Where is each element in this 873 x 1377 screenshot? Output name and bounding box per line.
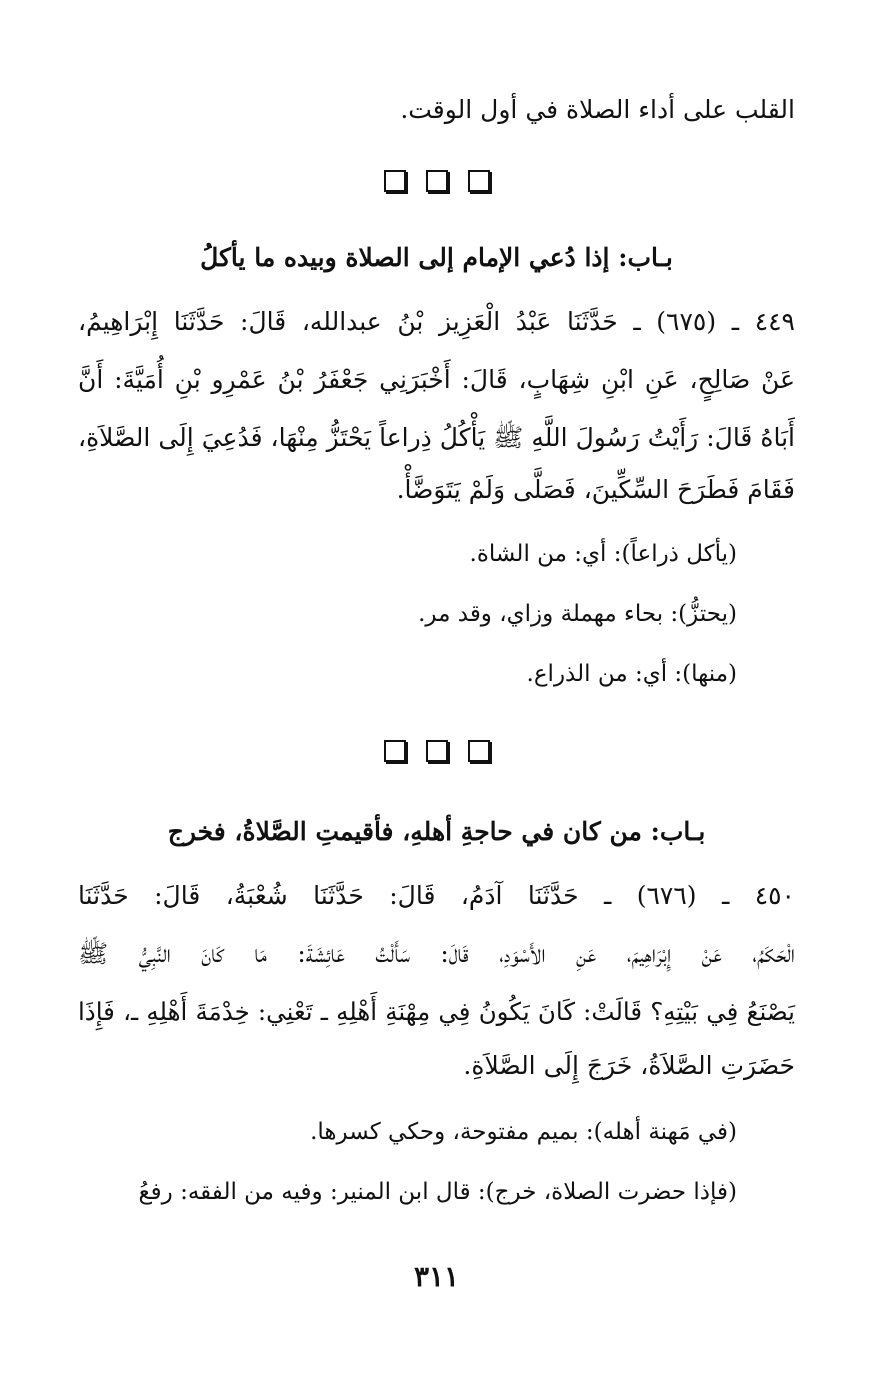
hadith-line: أَبَاهُ قَالَ: رَأَيْتُ رَسُولَ اللَّهِ ﷺ يَأْكُلُ ذِراعاً يَحْتَزُّ مِنْهَا، فَدُعِيَ إِلَى الصَّلاَةِ، xyxy=(78,423,795,452)
hadith-line: ٤٥٠ ـ (٦٧٦) ـ حَدَّثَنَا آدَمُ، قَالَ: حَدَّثَنَا شُعْبَةُ، قَالَ: حَدَّثَنَا xyxy=(78,881,795,910)
square-ornament-icon xyxy=(384,740,406,762)
square-ornament-icon xyxy=(468,170,490,192)
commentary-note: (في مَهنة أهله): بميم مفتوحة، وحكي كسرها. xyxy=(310,1119,737,1145)
hadith-line: فَقَامَ فَطَرَحَ السِّكِّينَ، فَصَلَّى وَلَمْ يَتَوَضَّأْ. xyxy=(396,475,795,504)
chapter-heading xyxy=(78,812,795,852)
square-ornament-icon xyxy=(426,740,448,762)
chapter-label: بـاب: xyxy=(618,243,673,272)
hadith-line: ٤٤٩ ـ (٦٧٥) ـ حَدَّثَنَا عَبْدُ الْعَزِيز بْنُ عبدالله، قَالَ: حَدَّثَنَا إِبْرَاهِيمُ، xyxy=(78,307,795,336)
chapter-label: بـاب: xyxy=(650,817,706,846)
continuation-text: القلب على أداء الصلاة في أول الوقت. xyxy=(400,95,795,124)
page-number: ٣١١ xyxy=(413,1260,460,1293)
commentary-note: (يحتزُّ): بحاء مهملة وزاي، وقد مر. xyxy=(418,601,737,627)
chapter-heading xyxy=(78,238,795,278)
square-ornament-icon xyxy=(426,170,448,192)
hadith-line: عَنْ صَالِحٍ، عَنِ ابْنِ شِهَابٍ، قَالَ: أَخْبَرَنِي جَعْفَرُ بْنُ عَمْرِو بْنِ أُمَيَّةَ: أَنَّ xyxy=(78,365,795,394)
chapter-title: إذا دُعي الإمام إلى الصلاة وبيده ما يأكلُ xyxy=(200,243,610,272)
square-ornament-icon xyxy=(468,740,490,762)
hadith-line: حَضَرَتِ الصَّلاَةُ، خَرَجَ إِلَى الصَّلاَةِ. xyxy=(463,1051,795,1080)
section-separator xyxy=(78,740,795,762)
hadith-line: الْحَكَمُ، عَنْ إِبْرَاهِيمَ، عَنِ الأَسْوَدِ، قَالَ: سَأَلْتُ عَائِشَةَ: مَا كَانَ النَّبِيُّ ﷺ xyxy=(78,939,795,968)
commentary-note: (فإذا حضرت الصلاة، خرج): قال ابن المنير: وفيه من الفقه: رفعُ xyxy=(138,1179,737,1205)
hadith-line: يَصْنَعُ فِي بَيْتِهِ؟ قَالَتْ: كَانَ يَكُونُ فِي مِهْنَةِ أَهْلِهِ ـ تَعْنِي: خِدْمَةَ أَهْلِهِ ـ، فَإِذَا xyxy=(78,997,795,1026)
section-separator xyxy=(78,170,795,192)
commentary-note: (يأكل ذراعاً): أي: من الشاة. xyxy=(469,541,737,567)
chapter-title: من كان في حاجةِ أهلهِ، فأقيمتِ الصَّلاةُ، فخرج xyxy=(167,817,642,846)
book-page xyxy=(78,0,795,1377)
commentary-note: (منها): أي: من الذراع. xyxy=(526,661,737,687)
square-ornament-icon xyxy=(384,170,406,192)
